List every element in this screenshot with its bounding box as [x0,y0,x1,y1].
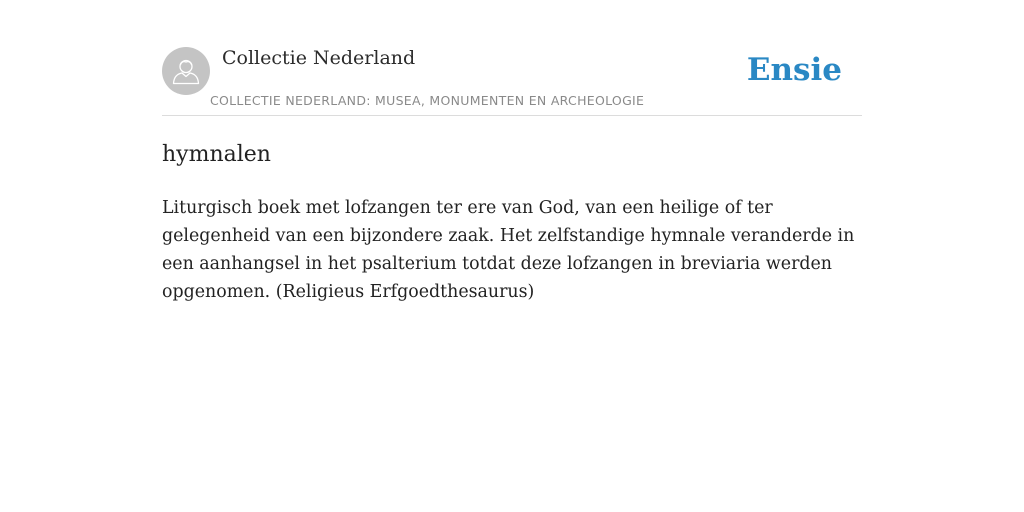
user-icon [162,47,210,95]
entry-card [162,46,862,306]
source-link[interactable]: COLLECTIE NEDERLAND: MUSEA, MONUMENTEN EN ARCHEOLOGIE [210,93,645,108]
ensie-logo[interactable]: Ensie [746,52,842,88]
entry-title: hymnalen [162,142,271,167]
entry-header [162,46,862,116]
entry-definition: Liturgisch boek met lofzangen ter ere van God, van een heilige of ter gelegenheid van een bijzondere zaak. Het zelfstandige hymnale veranderde in een aanhangsel in het psalterium totdat deze lofzangen in breviaria werden opgenomen. (Religieus Erfgoedthesaurus) [162,198,855,302]
avatar[interactable] [162,47,210,95]
author-link[interactable]: Collectie Nederland [222,47,416,69]
